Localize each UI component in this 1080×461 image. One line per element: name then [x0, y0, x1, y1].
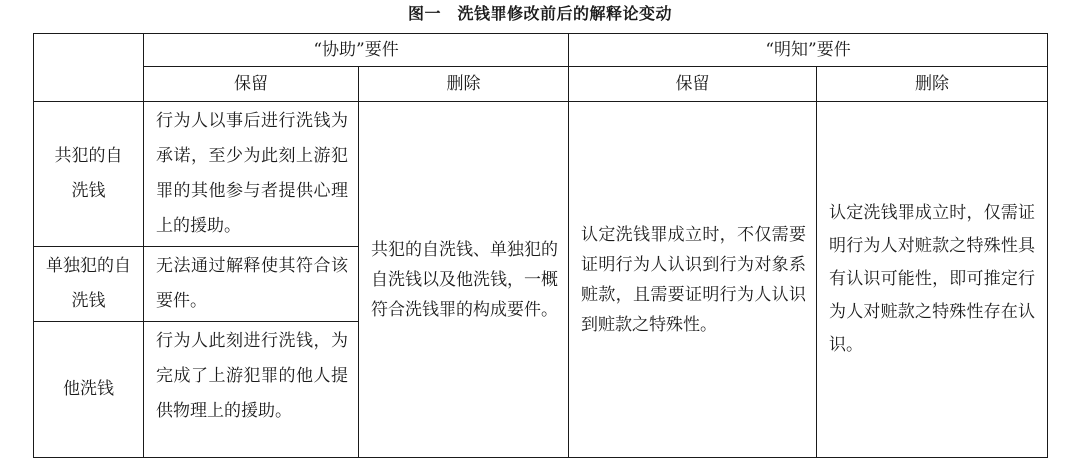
cell-assist-delete: 共犯的自洗钱、单独犯的自洗钱以及他洗钱，一概符合洗钱罪的构成要件。	[359, 102, 569, 458]
subheader-know-retain: 保留	[569, 67, 817, 102]
corner-cell	[34, 34, 144, 102]
figure-caption: 图一 洗钱罪修改前后的解释论变动	[407, 4, 672, 23]
row-label-third-party-laundering: 他洗钱	[34, 322, 144, 458]
cell-assist-retain-sole: 无法通过解释使其符合该要件。	[144, 247, 359, 322]
header-knowledge: “明知”要件	[569, 34, 1048, 67]
row-label-sole-self-laundering: 单独犯的自洗钱	[34, 247, 144, 322]
row-label-accomplice-self-laundering: 共犯的自洗钱	[34, 102, 144, 247]
cell-know-delete: 认定洗钱罪成立时，仅需证明行为人对赃款之特殊性具有认识可能性，即可推定行为人对赃款之特殊性存在认识。	[817, 102, 1048, 458]
interpretation-table	[33, 33, 1048, 458]
cell-assist-retain-accomplice: 行为人以事后进行洗钱为承诺，至少为此刻上游犯罪的其他参与者提供心理上的援助。	[144, 102, 359, 247]
cell-assist-retain-third-party: 行为人此刻进行洗钱，为完成了上游犯罪的他人提供物理上的援助。	[144, 322, 359, 458]
cell-know-retain: 认定洗钱罪成立时，不仅需要证明行为人认识到行为对象系赃款，且需要证明行为人认识到赃款之特殊性。	[569, 102, 817, 458]
subheader-assist-delete: 删除	[359, 67, 569, 102]
header-assist: “协助”要件	[144, 34, 569, 67]
subheader-know-delete: 删除	[817, 67, 1048, 102]
subheader-assist-retain: 保留	[144, 67, 359, 102]
